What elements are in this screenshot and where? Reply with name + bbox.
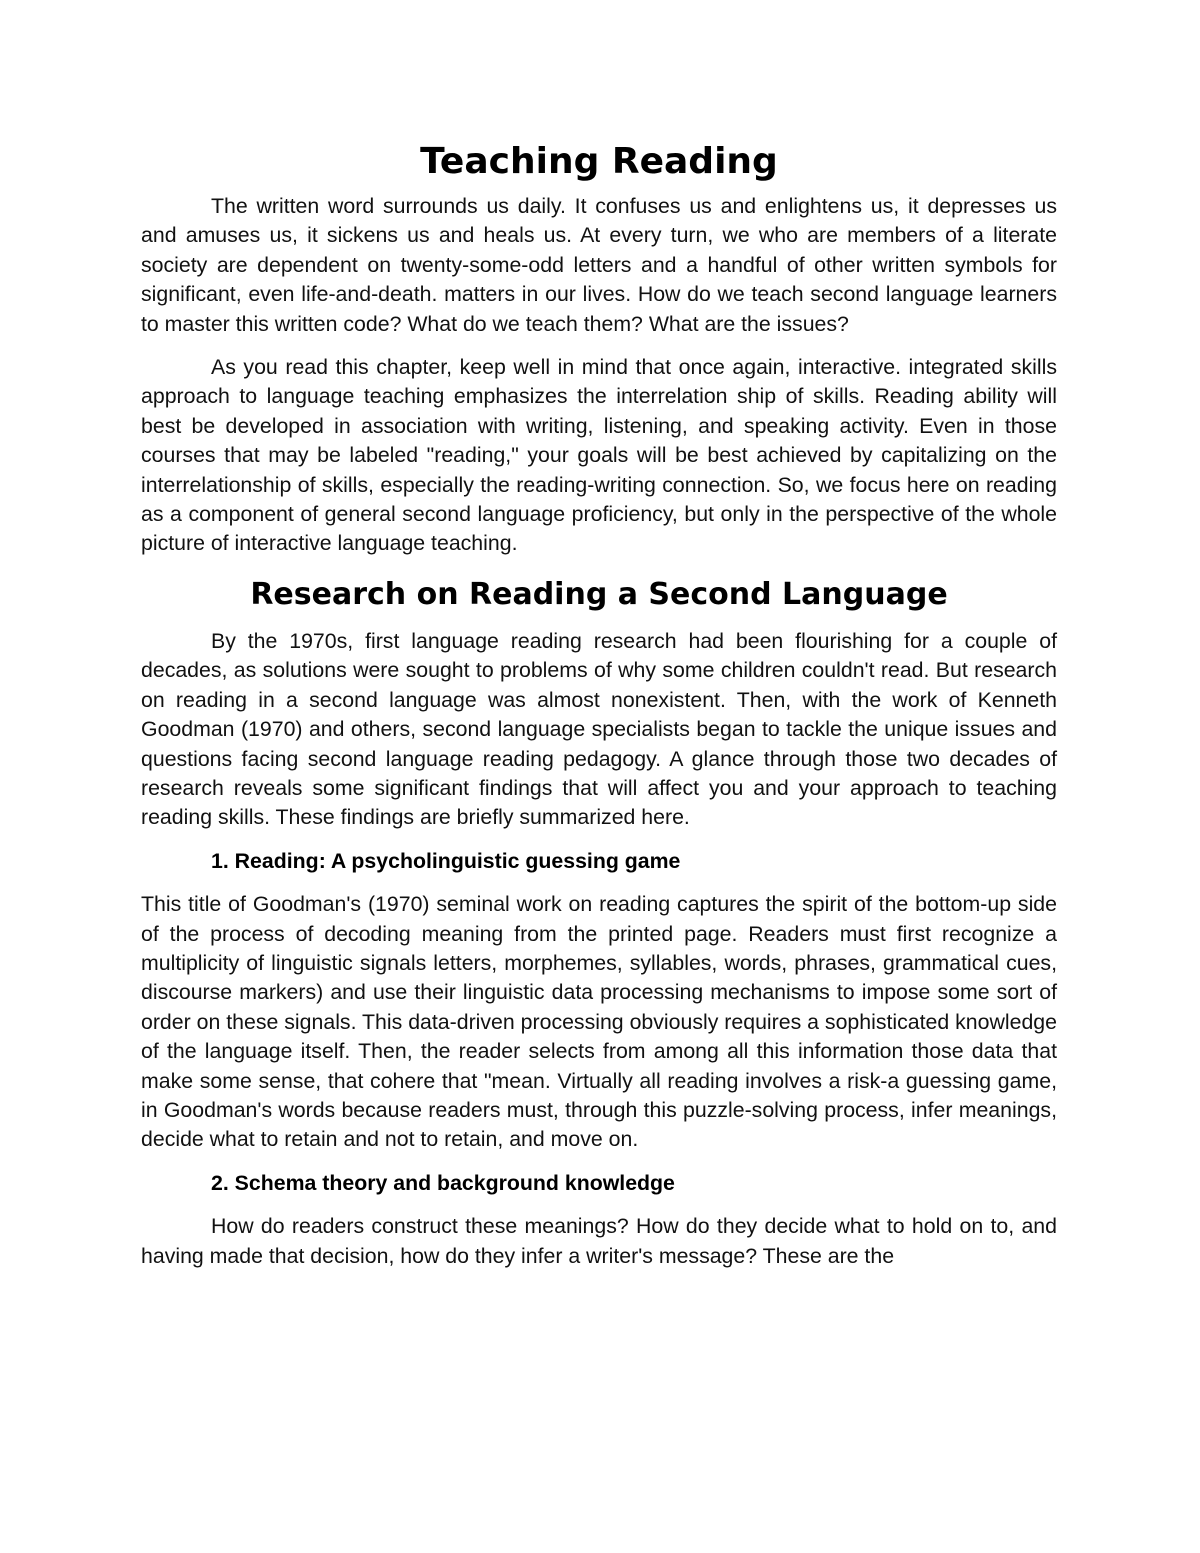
document-title: Teaching Reading <box>420 141 778 182</box>
subsection-2-heading: 2. Schema theory and background knowledge <box>211 1170 675 1195</box>
intro-paragraph-2: As you read this chapter, keep well in mind that once again, interactive. integrated skills approach to language teaching emphasizes the interrelation ship of skills. Reading ability will best be developed in association with writing, listening, and speaking activity. Even in those courses that may be labeled "reading," your goals will be best achieved by capitalizing on the interrelationship of skills, especially the reading-writing connection. So, we focus here on reading as a component of general second language proficiency, but only in the perspective of the whole picture of interactive language teaching. <box>141 355 1057 556</box>
intro-paragraph-1: The written word surrounds us daily. It confuses us and enlightens us, it depresses us and amuses us, it sickens us and heals us. At every turn, we who are members of a literate society are dependent on twenty-some-odd letters and a handful of other written symbols for significant, even life-and-death. matters in our lives. How do we teach second language learners to master this written code? What do we teach them? What are the issues? <box>141 194 1057 336</box>
section-paragraph: By the 1970s, first language reading research had been flourishing for a couple of decades, as solutions were sought to problems of why some children couldn't read. But research on reading in a second language was almost nonexistent. Then, with the work of Kenneth Goodman (1970) and others, second language specialists began to tackle the unique issues and questions facing second language reading pedagogy. A glance through those two decades of research reveals some significant findings that will affect you and your approach to teaching reading skills. These findings are briefly summarized here. <box>141 628 1057 830</box>
subsection-2-paragraph: How do readers construct these meanings? How do they decide what to hold on to, and having made that decision, how do they infer a writer's message? These are the <box>141 1214 1057 1268</box>
section-heading: Research on Reading a Second Language <box>250 576 948 612</box>
subsection-1-paragraph: This title of Goodman's (1970) seminal work on reading captures the spirit of the bottom-up side of the process of decoding meaning from the printed page. Readers must first recognize a multiplicity of linguistic signals letters, morphemes, syllables, words, phrases, grammatical cues, discourse markers) and use their linguistic data processing mechanisms to impose some sort of order on these signals. This data-driven processing obviously requires a sophisticated knowledge of the language itself. Then, the reader selects from among all this information those data that make some sense, that cohere that "mean. Virtually all reading involves a risk-a guessing game, in Goodman's words because readers must, through this puzzle-solving process, infer meanings, decide what to retain and not to retain, and move on. <box>141 892 1057 1152</box>
document-page <box>141 138 1057 1285</box>
subsection-1-heading: 1. Reading: A psycholinguistic guessing game <box>211 848 681 873</box>
